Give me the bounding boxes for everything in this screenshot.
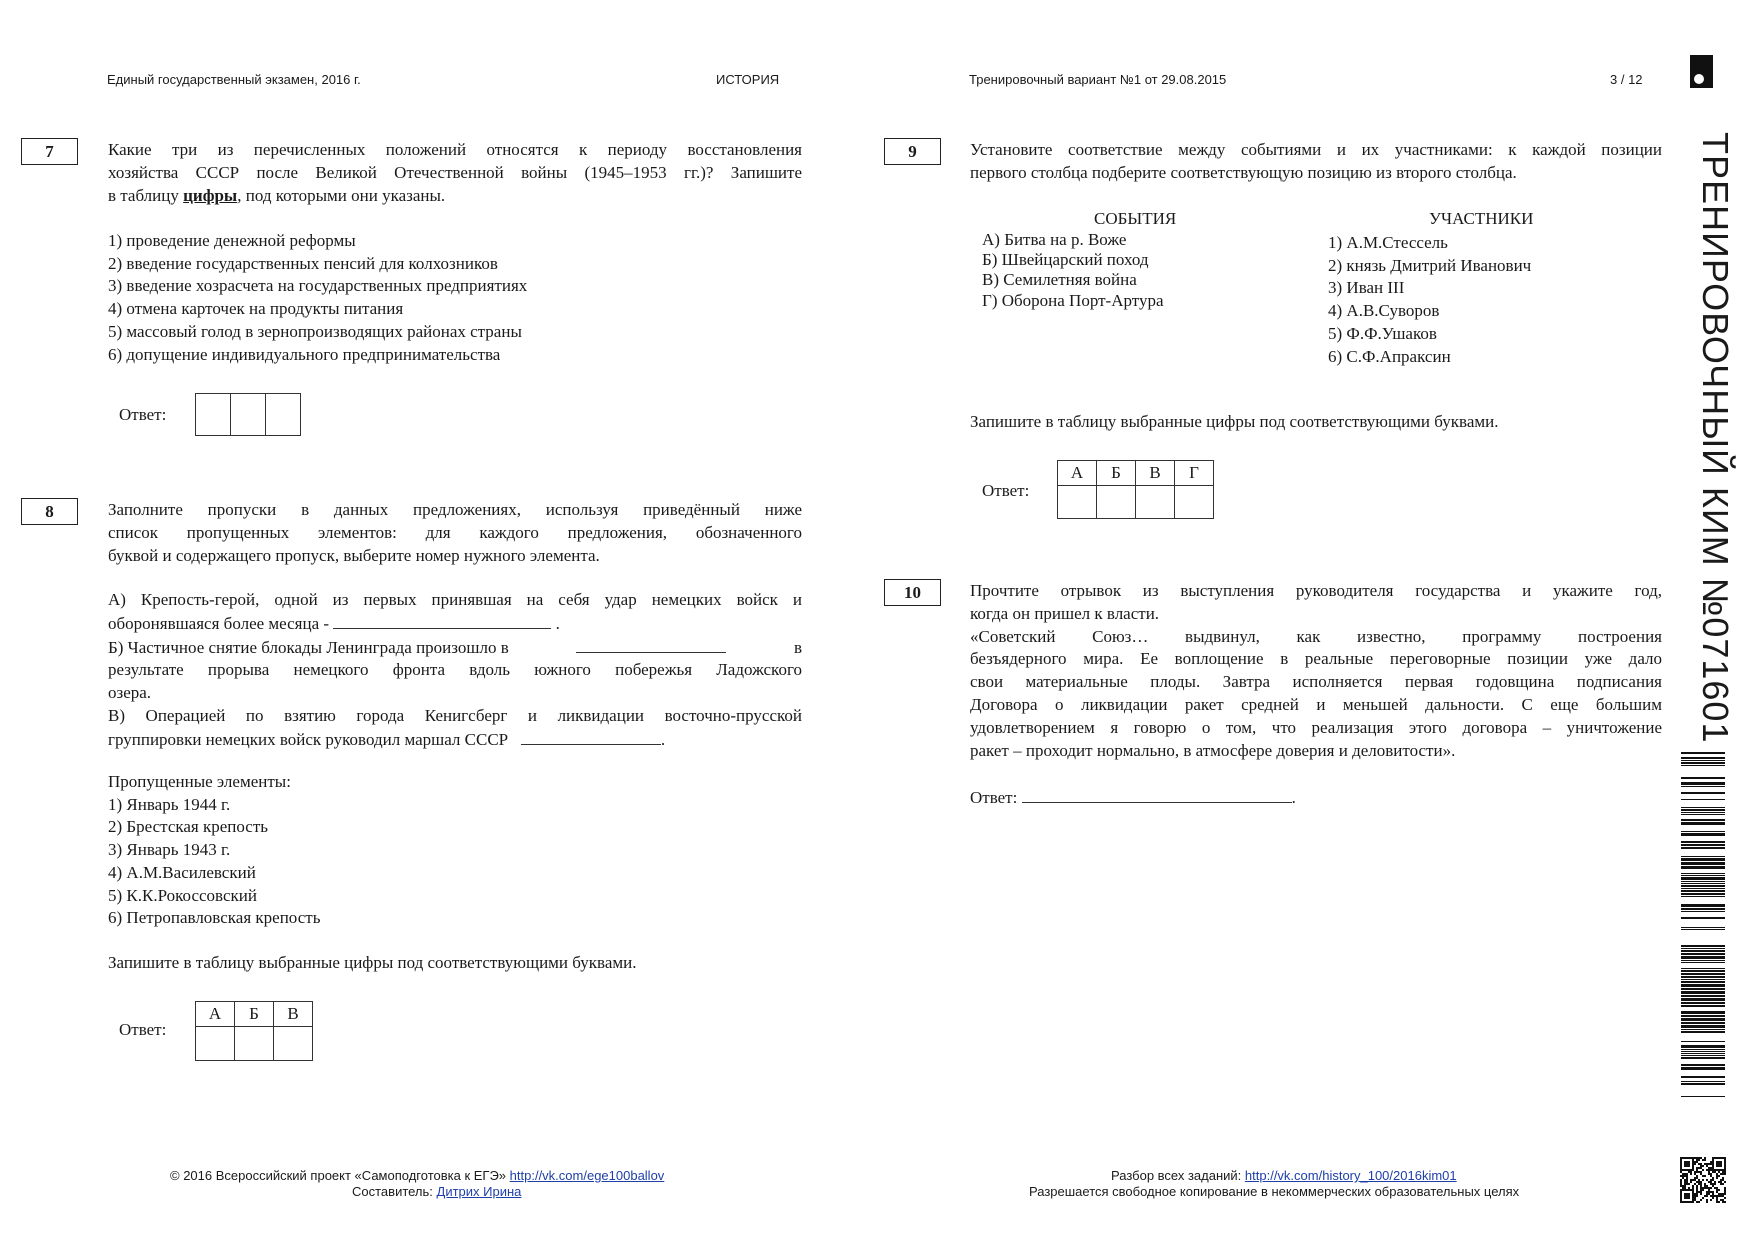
- q10-line-4: безъядерного мира. Ее воплощение в реальные переговорные позиции уже дало: [970, 649, 1662, 669]
- footer-copyright: [170, 1168, 664, 1183]
- q10-answer-row: Ответ: .: [970, 788, 1296, 807]
- q8-letter-c: В: [274, 1002, 313, 1027]
- question-8-sentences: [108, 589, 802, 752]
- q10-line-2: когда он пришел к власти.: [970, 603, 1160, 623]
- q7-option-6: 6) допущение индивидуального предпринимательства: [108, 344, 501, 364]
- q8-intro-line-3: буквой и содержащего пропуск, выберите номер нужного элемента.: [108, 545, 600, 565]
- question-9-number: 9: [884, 138, 941, 165]
- q7-option-5: 5) массовый голод в зернопроизводящих районах страны: [108, 321, 522, 341]
- footer-copy-note: Разрешается свободное копирование в некоммерческих образовательных целях: [1029, 1184, 1520, 1199]
- q9-event-a: А) Битва на р. Воже: [982, 230, 1127, 249]
- q7-option-1: 1) проведение денежной реформы: [108, 231, 356, 250]
- marker-dot: [1694, 74, 1704, 84]
- q7-line-3-post: , под которыми они указаны.: [237, 185, 446, 205]
- q9-events-list: [982, 230, 1164, 311]
- q7-option-3: 3) введение хозрасчета на государственных предприятиях: [108, 276, 528, 296]
- q10-answer-blank[interactable]: [1022, 786, 1292, 803]
- q7-answer-table[interactable]: [195, 393, 301, 436]
- q9-event-d: Г) Оборона Порт-Артура: [982, 290, 1164, 310]
- subject-title: ИСТОРИЯ: [716, 72, 780, 87]
- q8-c-blank[interactable]: [521, 728, 661, 745]
- footer-author: [352, 1184, 521, 1199]
- q10-line-1: Прочтите отрывок из выступления руководителя государства и укажите год,: [970, 581, 1662, 600]
- q8-instruction: Запишите в таблицу выбранные цифры под соответствующими буквами.: [108, 953, 637, 972]
- side-label: ТРЕНИРОВОЧНЫЙ КИМ №071601: [1695, 132, 1736, 744]
- q9-answer-cell[interactable]: [1058, 486, 1097, 519]
- q7-answer-cell[interactable]: [196, 394, 231, 436]
- q9-participant-4: 4) А.В.Суворов: [1328, 301, 1440, 321]
- q7-keyword: цифры: [183, 185, 238, 205]
- q8-element-5: 5) К.К.Рокоссовский: [108, 885, 257, 905]
- q8-b-line-3: озера.: [108, 683, 152, 703]
- footer-solutions-link[interactable]: http://vk.com/history_100/2016kim01: [1244, 1168, 1457, 1183]
- q9-intro-line-1: Установите соответствие между событиями и их участниками: к каждой позиции: [970, 140, 1662, 159]
- question-8-elements: [108, 771, 802, 930]
- q8-answer-cell[interactable]: [196, 1027, 235, 1061]
- q8-b-text: Б) Частичное снятие блокады Ленинграда произошло в: [108, 637, 509, 657]
- q8-c-line-1: В) Операцией по взятию города Кенигсберг и ликвидации восточно-прусской: [108, 705, 802, 725]
- q10-line-8: ракет – проходит нормально, в атмосфере доверия и деловитости».: [970, 740, 1456, 760]
- q8-elements-title: Пропущенные элементы:: [108, 772, 291, 791]
- q9-participant-5: 5) Ф.Ф.Ушаков: [1328, 323, 1437, 343]
- q8-answer-cell[interactable]: [235, 1027, 274, 1061]
- footer-copyright-text: © 2016 Всероссийский проект «Самоподготовка к ЕГЭ»: [170, 1168, 510, 1183]
- q9-participant-6: 6) С.Ф.Апраксин: [1328, 346, 1451, 366]
- q8-intro-line-2: список пропущенных элементов: для каждого предложения, обозначенного: [108, 522, 802, 542]
- question-8-intro: [108, 499, 802, 567]
- barcode: [1681, 752, 1725, 1102]
- q9-participants-title: УЧАСТНИКИ: [1429, 209, 1534, 228]
- footer-author-label: Составитель:: [352, 1184, 437, 1199]
- q9-instruction: Запишите в таблицу выбранные цифры под соответствующими буквами.: [970, 412, 1499, 431]
- q9-event-c: В) Семилетняя война: [982, 270, 1137, 290]
- q8-letter-b: Б: [235, 1002, 274, 1027]
- question-9-intro: [970, 139, 1662, 185]
- q7-option-2: 2) введение государственных пенсий для колхозников: [108, 253, 498, 273]
- q7-answer-cell[interactable]: [231, 394, 266, 436]
- q9-letter-d: Г: [1175, 461, 1214, 486]
- q9-participants-list: [1328, 232, 1531, 368]
- question-10-text: [970, 580, 1662, 762]
- q8-a-blank[interactable]: [333, 612, 551, 629]
- question-7-options: [108, 230, 802, 366]
- q9-answer-cell[interactable]: [1097, 486, 1136, 519]
- q10-answer-label: Ответ:: [970, 788, 1018, 807]
- q8-answer-cell[interactable]: [274, 1027, 313, 1061]
- question-10-number: 10: [884, 579, 941, 606]
- q9-answer-label: Ответ:: [982, 481, 1030, 500]
- q8-b-line-1: [108, 636, 802, 660]
- q9-answer-table[interactable]: [1057, 460, 1214, 519]
- q9-answer-cell[interactable]: [1136, 486, 1175, 519]
- q7-option-4: 4) отмена карточек на продукты питания: [108, 299, 404, 319]
- q8-element-4: 4) А.М.Василевский: [108, 862, 256, 882]
- question-7-number: 7: [21, 138, 78, 165]
- q10-line-3: «Советский Союз… выдвинул, как известно, программу построения: [970, 626, 1662, 646]
- q9-participant-2: 2) князь Дмитрий Иванович: [1328, 255, 1532, 275]
- footer-author-link[interactable]: Дитрих Ирина: [436, 1184, 522, 1199]
- q8-a-line-2: оборонявшаяся более месяца - .: [108, 613, 560, 633]
- q9-answer-cell[interactable]: [1175, 486, 1214, 519]
- q9-participant-3: 3) Иван III: [1328, 278, 1405, 298]
- footer-project-link[interactable]: http://vk.com/ege100ballov: [509, 1168, 665, 1183]
- q7-answer-cell[interactable]: [266, 394, 301, 436]
- q8-element-2: 2) Брестская крепость: [108, 817, 269, 837]
- footer-solutions: [1111, 1168, 1457, 1183]
- q10-line-5: свои материальные плоды. Завтра исполняется первая годовщина подписания: [970, 672, 1662, 692]
- q9-letter-b: Б: [1097, 461, 1136, 486]
- q8-answer-table[interactable]: [195, 1001, 313, 1061]
- q8-c-text: группировки немецких войск руководил маршал СССР: [108, 729, 509, 749]
- q7-answer-label: Ответ:: [119, 405, 167, 424]
- q7-line-1: Какие три из перечисленных положений относятся к периоду восстановления: [108, 140, 802, 159]
- footer-solutions-label: Разбор всех заданий:: [1111, 1168, 1245, 1183]
- q7-line-3: [108, 185, 802, 208]
- q8-answer-label: Ответ:: [119, 1020, 167, 1039]
- q9-letter-a: А: [1058, 461, 1097, 486]
- q8-c-line-2: группировки немецких войск руководил маршал СССР .: [108, 729, 666, 749]
- q8-element-1: 1) Январь 1944 г.: [108, 794, 231, 814]
- q8-element-3: 3) Январь 1943 г.: [108, 840, 231, 860]
- q8-intro-line-1: Заполните пропуски в данных предложениях, используя приведённый ниже: [108, 500, 802, 519]
- question-7-text: [108, 139, 802, 207]
- q10-line-7: удовлетворением я говорю о том, что реализация этого договора – уничтожение: [970, 717, 1662, 737]
- exam-title: Единый государственный экзамен, 2016 г.: [107, 72, 361, 87]
- q7-line-2: хозяйства СССР после Великой Отечественной войны (1945–1953 гг.)? Запишите: [108, 162, 802, 182]
- page-number: 3 / 12: [1610, 72, 1643, 87]
- q8-a-text: оборонявшаяся более месяца -: [108, 613, 334, 633]
- corner-marker: [1690, 55, 1713, 88]
- q8-b-line-2: результате прорыва немецкого фронта вдоль южного побережья Ладожского: [108, 660, 802, 680]
- question-8-number: 8: [21, 498, 78, 525]
- variant-title: Тренировочный вариант №1 от 29.08.2015: [969, 72, 1227, 87]
- q9-participant-1: 1) А.М.Стессель: [1328, 233, 1448, 252]
- q9-intro-line-2: первого столбца подберите соответствующую позицию из второго столбца.: [970, 162, 1517, 182]
- q9-event-b: Б) Швейцарский поход: [982, 250, 1149, 270]
- q8-a-line-1: А) Крепость-герой, одной из первых принявшая на себя удар немецких войск и: [108, 590, 802, 609]
- q10-line-6: Договора о ликвидации ракет средней и меньшей дальности. С еще большим: [970, 694, 1662, 714]
- q8-b-text-end: в: [793, 637, 802, 657]
- q9-letter-c: В: [1136, 461, 1175, 486]
- qr-code: [1680, 1157, 1726, 1203]
- q9-events-title: СОБЫТИЯ: [1094, 209, 1177, 228]
- q8-b-blank[interactable]: [576, 636, 726, 653]
- q8-element-6: 6) Петропавловская крепость: [108, 908, 321, 928]
- q7-line-3-pre: в таблицу: [108, 185, 184, 205]
- q8-letter-a: А: [196, 1002, 235, 1027]
